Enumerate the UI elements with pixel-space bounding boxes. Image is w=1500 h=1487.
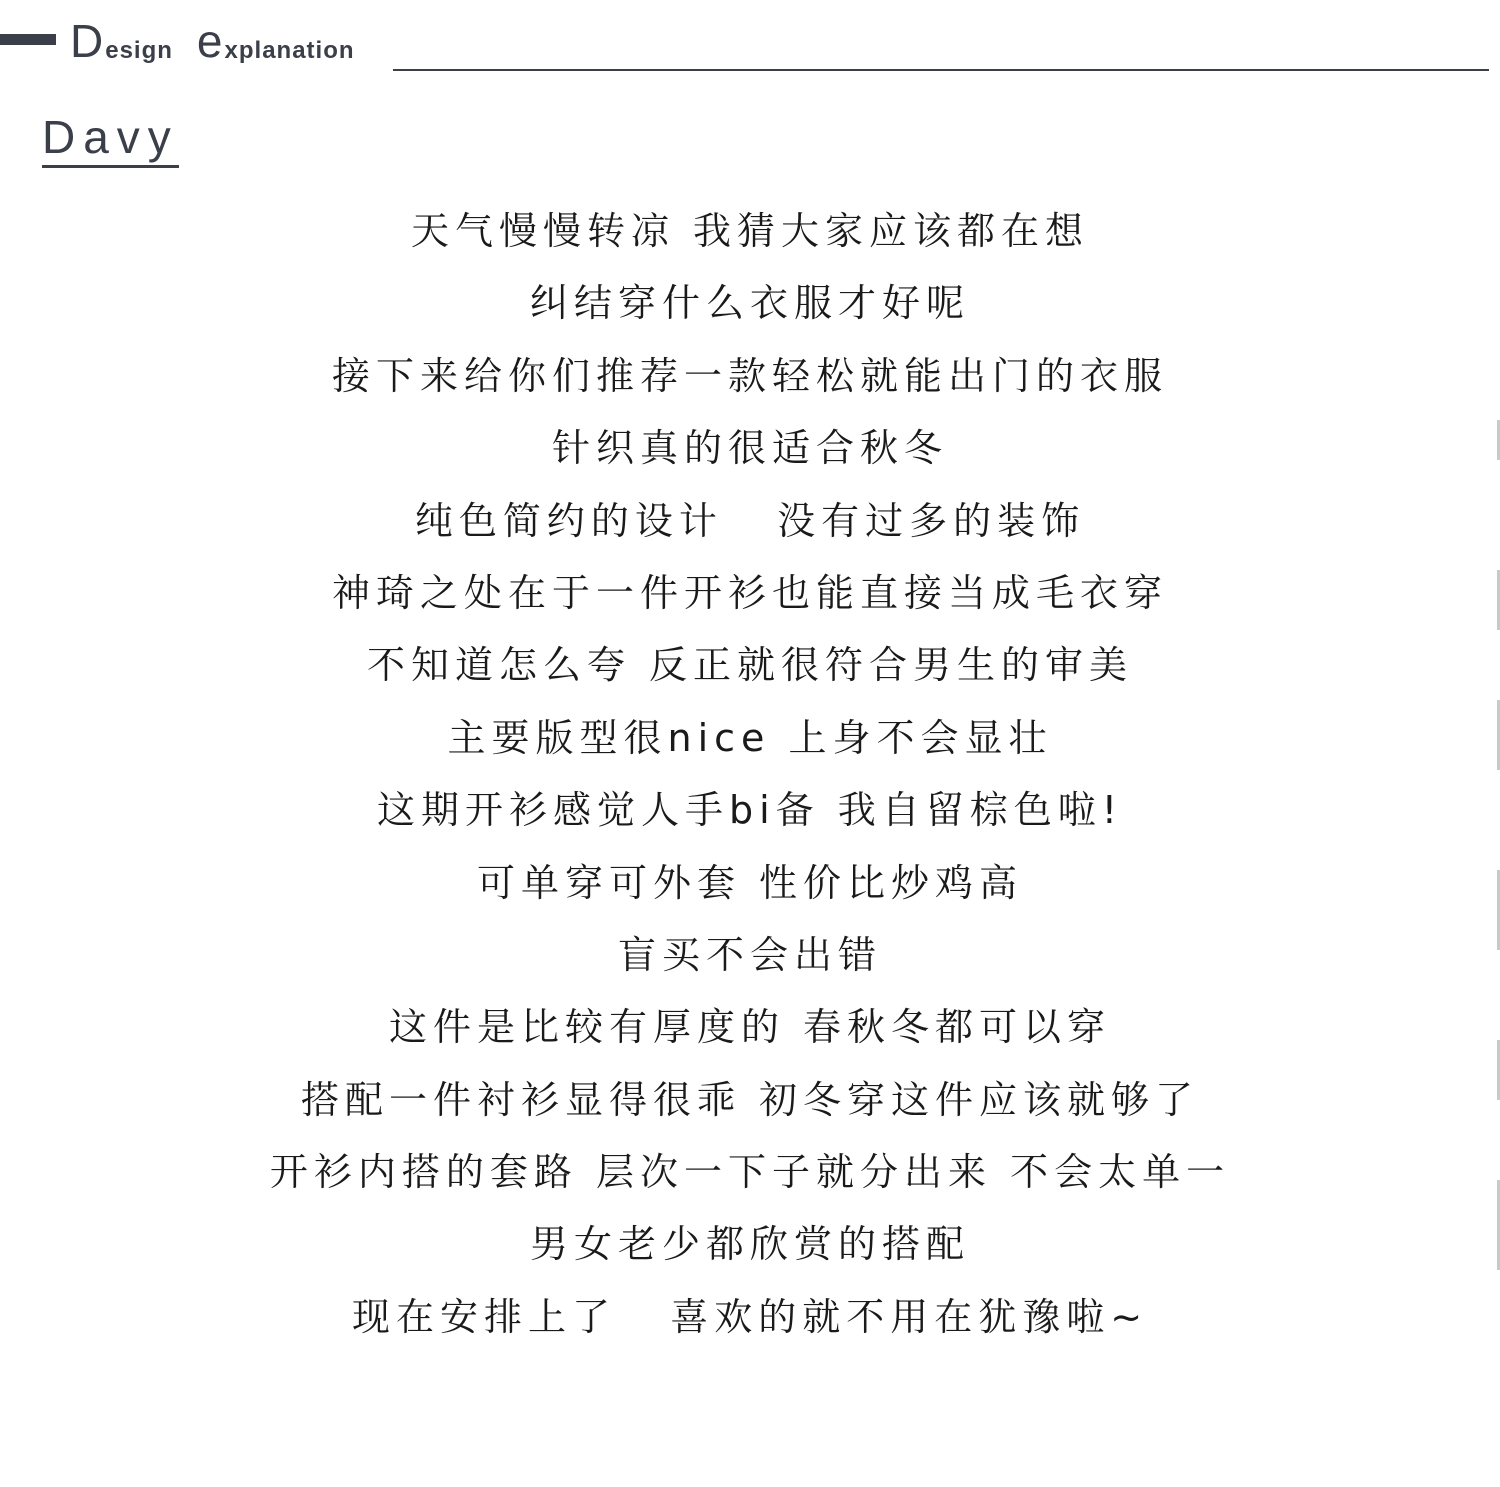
description-line: 接下来给你们推荐一款轻松就能出门的衣服 xyxy=(331,353,1168,398)
description-line: 不知道怎么夸 反正就很符合男生的审美 xyxy=(366,643,1134,688)
section-heading xyxy=(70,14,355,67)
description-line: 开衫内搭的套路 层次一下子就分出来 不会太单一 xyxy=(269,1150,1231,1195)
description-line: 神琦之处在于一件开衫也能直接当成毛衣穿 xyxy=(331,570,1168,615)
description-line: 可单穿可外套 性价比炒鸡高 xyxy=(476,860,1024,905)
heading-word-design: esign xyxy=(105,37,173,64)
right-edge-artifacts xyxy=(1496,400,1500,1300)
description-line: 这期开衫感觉人手bi备 我自留棕色啦! xyxy=(377,788,1123,833)
description-line: 针织真的很适合秋冬 xyxy=(551,426,948,471)
heading-word-explanation: xplanation xyxy=(224,37,355,64)
description-line: 盲买不会出错 xyxy=(617,932,882,977)
author-name: Davy xyxy=(42,112,179,168)
header-accent-bar xyxy=(0,34,56,45)
description-line: 现在安排上了 喜欢的就不用在犹豫啦~ xyxy=(351,1294,1149,1339)
description-line: 天气慢慢转凉 我猜大家应该都在想 xyxy=(410,209,1090,253)
description-line: 搭配一件衬衫显得很乖 初冬穿这件应该就够了 xyxy=(300,1077,1200,1122)
heading-initial-d: D xyxy=(70,15,104,67)
description-line: 主要版型很nice 上身不会显壮 xyxy=(447,715,1053,760)
description-line: 纯色简约的设计 没有过多的装饰 xyxy=(414,498,1086,543)
header-divider xyxy=(393,69,1489,71)
description-line: 纠结穿什么衣服才好呢 xyxy=(529,281,970,326)
heading-initial-e: e xyxy=(196,15,223,67)
description-text-block xyxy=(0,201,1500,1359)
description-line: 这件是比较有厚度的 春秋冬都可以穿 xyxy=(388,1005,1112,1050)
description-line: 男女老少都欣赏的搭配 xyxy=(529,1222,970,1267)
